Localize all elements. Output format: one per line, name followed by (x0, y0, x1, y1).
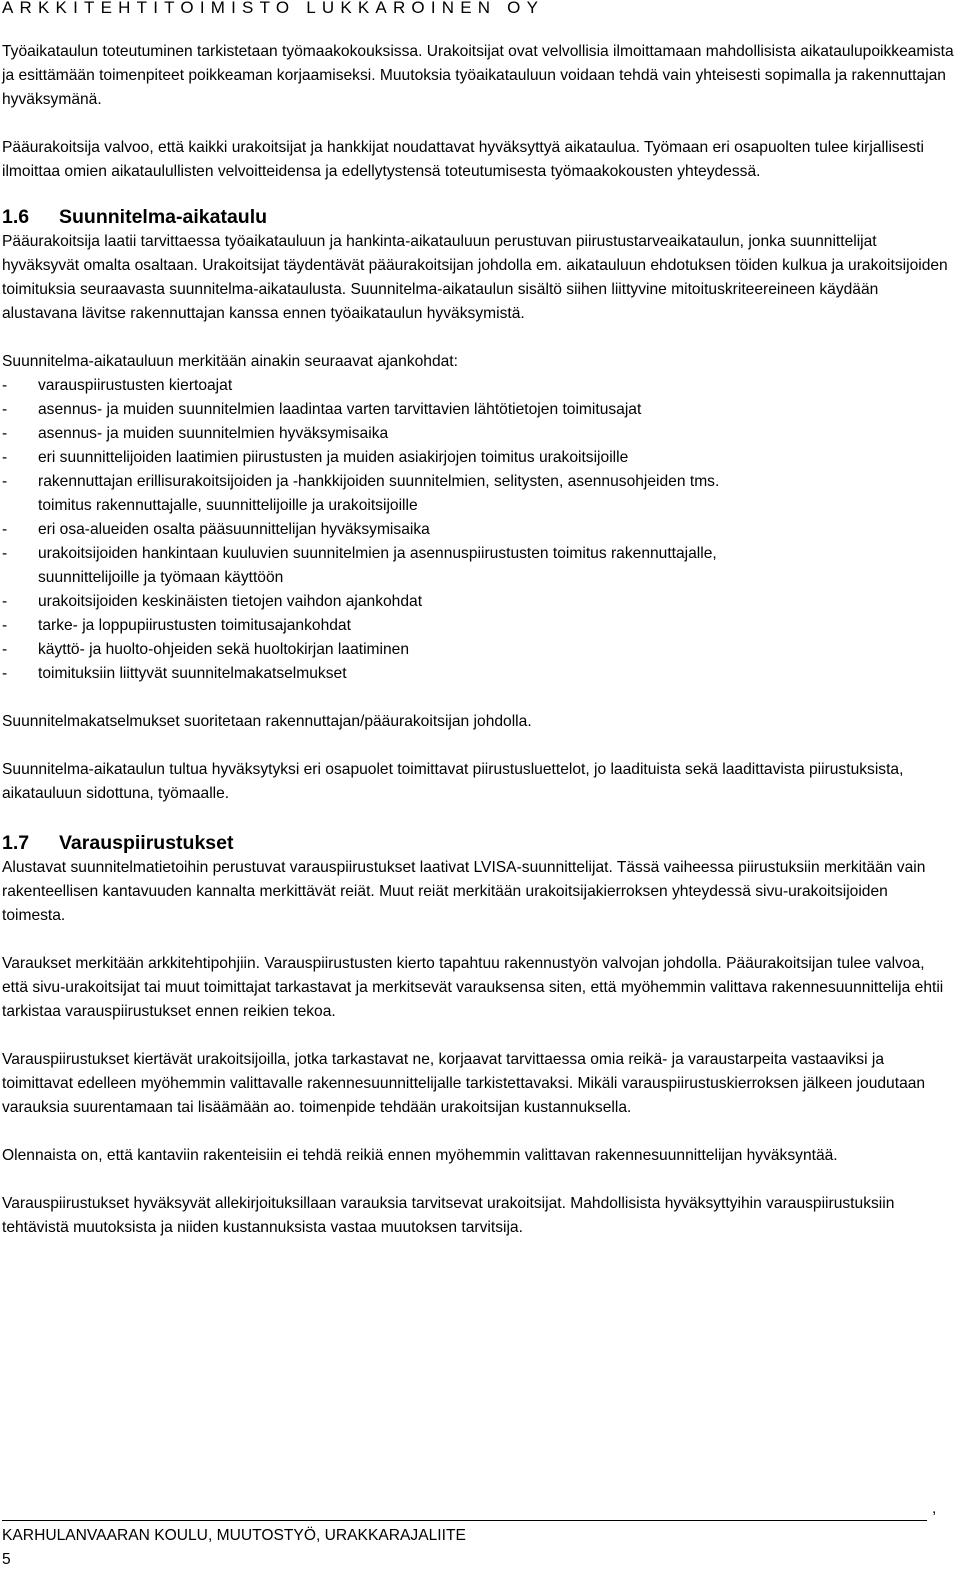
list-item: - toimituksiin liittyvät suunnitelmakatselmukset (2, 665, 347, 682)
list-item: - eri osa-alueiden osalta pääsuunnittelijan hyväksymisaika (2, 521, 430, 538)
section-1-7-paragraph-4: Olennaista on, että kantaviin rakenteisiin ei tehdä reikiä ennen myöhemmin valittavan rakennesuunnittelijan hyväksyntää. (2, 1147, 838, 1164)
section-heading-1-7 (2, 830, 954, 856)
list-item: - urakoitsijoiden hankintaan kuuluvien suunnitelmien ja asennuspiirustusten toimitus rakennuttajalle, suunnittelijoille ja työmaan käyttöön (2, 545, 717, 586)
section-number: 1.6 (2, 206, 30, 228)
list-item: - asennus- ja muiden suunnitelmien laadintaa varten tarvittavien lähtötietojen toimitusajat (2, 401, 642, 418)
list-item: - käyttö- ja huolto-ohjeiden sekä huoltokirjan laatiminen (2, 641, 410, 658)
section-1-7-paragraph-5: Varauspiirustukset hyväksyvät allekirjoituksillaan varauksia tarvitsevat urakoitsijat. Mahdollisista hyväksyttyihin varauspiirustuksiin tehtävistä muutoksista ja niiden kustannuksista vastaa muutoksen tarvitsija. (2, 1195, 895, 1236)
list-item: - urakoitsijoiden keskinäisten tietojen vaihdon ajankohdat (2, 593, 423, 610)
page-number: 5 (2, 1551, 11, 1568)
section-title: Suunnitelma-aikataulu (59, 206, 268, 228)
list-intro: Suunnitelma-aikatauluun merkitään ainakin seuraavat ajankohdat: (2, 353, 458, 370)
section-1-7-paragraph-1: Alustavat suunnitelmatietoihin perustuvat varauspiirustukset laativat LVISA-suunnittelijat. Tässä vaiheessa piirustuksiin merkitään vain rakenteellisen kantavuuden kannalta merkittävät reiät. Muut reiät merkitään urakoitsijakierroksen yhteydessä sivu-urakoitsijoiden toimesta. (2, 859, 926, 924)
section-number: 1.7 (2, 832, 30, 854)
schedule-items-list (2, 374, 954, 686)
section-title: Varauspiirustukset (59, 832, 234, 854)
list-item: - asennus- ja muiden suunnitelmien hyväksymisaika (2, 425, 389, 442)
list-item: - varauspiirustusten kiertoajat (2, 377, 233, 394)
section-1-6-paragraph-2: Suunnitelmakatselmukset suoritetaan rakennuttajan/pääurakoitsijan johdolla. (2, 713, 532, 730)
footer-title: KARHULANVAARAN KOULU, MUUTOSTYÖ, URAKKARAJALIITE (2, 1527, 466, 1544)
footer-divider (2, 1520, 927, 1521)
section-1-6-paragraph-3: Suunnitelma-aikataulun tultua hyväksytyksi eri osapuolet toimittavat piirustusluettelot, jo laadituista sekä laadittavista piirustuksista, aikatauluun sidottuna, työmaalle. (2, 761, 904, 802)
intro-paragraph-1: Työaikataulun toteutuminen tarkistetaan työmaakokouksissa. Urakoitsijat ovat velvollisia ilmoittamaan mahdollisista aikataulupoikkeamista ja esittämään toimenpiteet poikkeaman korjaamiseksi. Muutoksia työaikatauluun voidaan tehdä vain yhteisesti sopimalla ja rakennuttajan hyväksymänä. (2, 43, 954, 108)
document-body (2, 40, 954, 1240)
intro-paragraph-2: Pääurakoitsija valvoo, että kaikki urakoitsijat ja hankkijat noudattavat hyväksyttyä aikataulua. Työmaan eri osapuolten tulee kirjallisesti ilmoittaa omien aikataulullisten velvoitteidensa ja edellytystensä toteutumisesta työmaakokousten yhteydessä. (2, 139, 924, 180)
footer-mark: , (932, 1500, 937, 1517)
section-1-6-paragraph-1: Pääurakoitsija laatii tarvittaessa työaikatauluun ja hankinta-aikatauluun perustuvan piirustustarveaikataulun, jonka suunnittelijat hyväksyvät omalta osaltaan. Urakoitsijat täydentävät pääurakoitsijan johdolla em. aikatauluun ehdotuksen töiden kulkua ja urakoitsijoiden toimituksia seuraavasta suunnitelma-aikataulusta. Suunnitelma-aikataulun sisältö siihen liittyvine mitoituskriteereineen käydään alustavana lävitse rakennuttajan kanssa ennen työaikataulun hyväksymistä. (2, 233, 948, 322)
company-header: ARKKITEHTITOIMISTO LUKKAROINEN OY (2, 0, 545, 17)
list-item: - eri suunnittelijoiden laatimien piirustusten ja muiden asiakirjojen toimitus urakoitsijoille (2, 449, 629, 466)
list-item: - tarke- ja loppupiirustusten toimitusajankohdat (2, 617, 351, 634)
section-heading-1-6 (2, 204, 954, 230)
section-1-7-paragraph-2: Varaukset merkitään arkkitehtipohjiin. Varauspiirustusten kierto tapahtuu rakennustyön valvojan johdolla. Pääurakoitsijan tulee valvoa, että sivu-urakoitsijat tai muut toimittajat tarkastavat ja merkitsevät varauksensa siten, että myöhemmin valittava rakennesuunnittelija ehtii tarkistaa varauspiirustukset ennen reikien tekoa. (2, 955, 944, 1020)
section-1-7-paragraph-3: Varauspiirustukset kiertävät urakoitsijoilla, jotka tarkastavat ne, korjaavat tarvittaessa omia reikä- ja varaustarpeita vastaaviksi ja toimittavat edelleen myöhemmin valittavalle rakennesuunnittelijalle tarkistettavaksi. Mikäli varauspiirustuskierroksen jälkeen joudutaan varauksia suurentamaan tai lisäämään ao. toimenpide tehdään urakoitsijan kustannuksella. (2, 1051, 926, 1116)
list-item: - rakennuttajan erillisurakoitsijoiden ja -hankkijoiden suunnitelmien, selitysten, asennusohjeiden tms. toimitus rakennuttajalle, suunnittelijoille ja urakoitsijoille (2, 473, 720, 514)
